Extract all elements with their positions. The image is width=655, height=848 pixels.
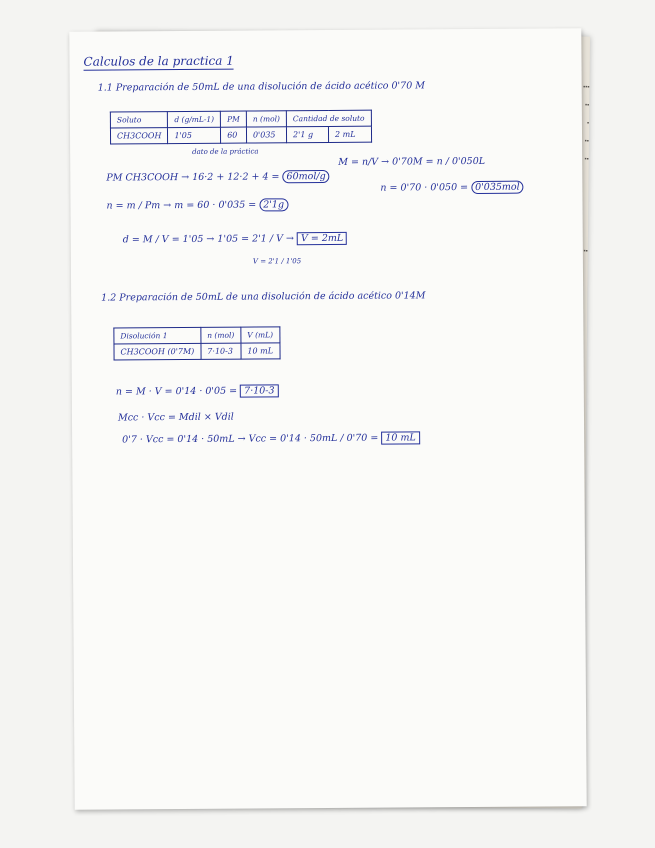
table-cell: 10 mL bbox=[241, 343, 280, 359]
table-header: V (mL) bbox=[241, 327, 280, 343]
table-header: PM bbox=[221, 111, 247, 127]
moles-result: 7·10-3 bbox=[240, 384, 279, 397]
table-cell: CH3COOH (0'7M) bbox=[114, 343, 201, 360]
dilution-result: 10 mL bbox=[381, 431, 420, 444]
edge-mark: ▪▪ bbox=[584, 156, 589, 163]
edge-mark: ▪ bbox=[586, 120, 590, 127]
density-equation bbox=[123, 234, 348, 246]
moles-equation bbox=[380, 183, 523, 194]
table-cell: 1'05 bbox=[168, 127, 221, 143]
section1-table bbox=[110, 110, 372, 145]
dilution-formula: 0'7 · Vcc = 0'14 · 50mL → Vcc = 0'14 · 50mL / 0'70 = bbox=[122, 432, 379, 446]
table-cell: 2 mL bbox=[328, 126, 371, 142]
molar-mass-result: 60mol/g bbox=[282, 170, 329, 183]
edge-mark: ▪▪ bbox=[585, 102, 590, 109]
section1-heading: 1.1 Preparación de 50mL de una disolución de ácido acético 0'70 M bbox=[97, 80, 426, 94]
section2-heading: 1.2 Preparación de 50mL de una disolución de ácido acético 0'14M bbox=[101, 290, 426, 304]
volume-result: V = 2mL bbox=[297, 232, 347, 245]
moles-formula: n = M · V = 0'14 · 0'05 = bbox=[115, 385, 238, 398]
table-header: d (g/mL-1) bbox=[168, 111, 221, 127]
edge-mark: ▪▪ bbox=[583, 248, 588, 255]
dilution-equation: Mcc · Vcc = Mdil × Vdil bbox=[117, 411, 234, 424]
molar-mass-equation bbox=[106, 172, 329, 184]
table-header: Disolución 1 bbox=[114, 327, 201, 344]
density-formula: d = M / V = 1'05 → 1'05 = 2'1 / V → bbox=[122, 233, 294, 246]
mass-result: 2'1g bbox=[259, 198, 288, 211]
moles-formula: n = 0'70 · 0'050 = bbox=[380, 182, 469, 194]
section2-table bbox=[113, 326, 280, 360]
table-cell: 0'035 bbox=[246, 127, 286, 143]
table-header: n (mol) bbox=[246, 111, 286, 127]
mass-formula: n = m / Pm → m = 60 · 0'035 = bbox=[106, 199, 257, 212]
page-title: Calculos de la practica 1 bbox=[83, 55, 233, 71]
table-cell: CH3COOH bbox=[110, 128, 168, 144]
moles-result: 0'035mol bbox=[471, 181, 524, 194]
edge-mark: ▪▪▪ bbox=[583, 84, 590, 91]
table-cell: 2'1 g bbox=[286, 126, 328, 142]
table-header: Cantidad de soluto bbox=[286, 110, 371, 127]
table-note: dato de la práctica bbox=[192, 147, 259, 156]
notebook-page bbox=[69, 28, 589, 810]
mass-equation bbox=[106, 200, 288, 212]
table-cell: 7·10-3 bbox=[201, 343, 241, 359]
molar-mass-formula: PM CH3COOH → 16·2 + 12·2 + 4 = bbox=[106, 171, 280, 184]
table-header: Soluto bbox=[110, 112, 168, 128]
table-header: n (mol) bbox=[201, 327, 241, 343]
section2-moles-equation bbox=[116, 386, 279, 398]
density-side-note: V = 2'1 / 1'05 bbox=[252, 257, 302, 266]
molarity-equation: M = n/V → 0'70M = n / 0'050L bbox=[338, 155, 486, 168]
dilution-calculation bbox=[122, 433, 420, 446]
edge-mark: ▪▪ bbox=[584, 138, 589, 145]
table-cell: 60 bbox=[221, 127, 247, 143]
